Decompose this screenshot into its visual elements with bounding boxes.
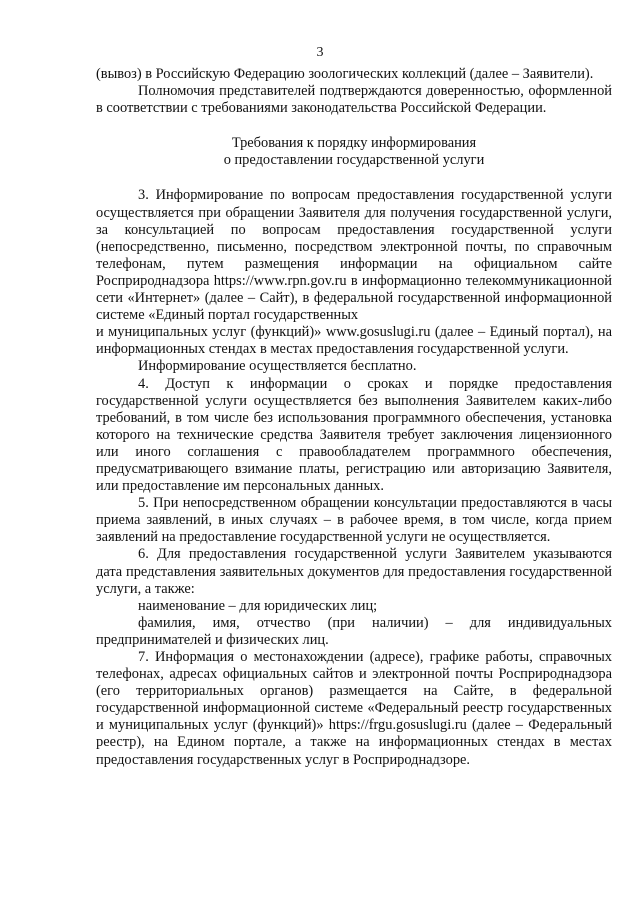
item-6-legal-entities: наименование – для юридических лиц; bbox=[138, 597, 378, 614]
item-6: 6. Для предоставления государственной услуги Заявителем указываются дата представления заявительных документов для предоставления государственной услуги, а также: bbox=[96, 546, 612, 597]
page-body bbox=[96, 66, 612, 769]
item-5: 5. При непосредственном обращении консультации предоставляются в часы приема заявлений, в иных случаях – в рабочее время, в том числе, когда прием заявлений на предоставление государственной услуги не осуществляется. bbox=[96, 495, 612, 546]
section-heading-line-2: о предоставлении государственной услуги bbox=[223, 152, 485, 169]
item-7: 7. Информация о местонахождении (адресе), графике работы, справочных телефонах, адресах официальных сайтов и электронной почты Росприроднадзора (его территориальных органов) размещается на Сайте, в федеральной государственной информационной системе «Федеральный реестр государственных и муниципальных услуг (функций)» https://frgu.gosuslugi.ru (далее – Федеральный реестр), на Едином портале, а также на информационных стендах в местах предоставления государственных услуг в Росприроднадзоре. bbox=[96, 649, 612, 768]
item-4: 4. Доступ к информации о сроках и порядке предоставления государственной услуги осуществляется без выполнения Заявителем каких-либо требований, в том числе без использования программного обеспечения, установка которого на технические средства Заявителя требует заключения лицензионного или иного соглашения с правообладателем программного обеспечения, предусматривающего взимание платы, регистрацию или авторизацию Заявителя, или предоставление им персональных данных. bbox=[96, 375, 612, 495]
page-number: 3 bbox=[316, 45, 324, 60]
item-3-continuation: и муниципальных услуг (функций)» www.gosuslugi.ru (далее – Единый портал), на информационных стендах в местах предоставления государственной услуги. bbox=[96, 324, 612, 358]
item-6-individuals: фамилия, имя, отчество (при наличии) – для индивидуальных предпринимателей и физических лиц. bbox=[96, 614, 612, 648]
paragraph-representatives: Полномочия представителей подтверждаются доверенностью, оформленной в соответствии с требованиями законодательства Российской Федерации. bbox=[96, 83, 612, 117]
item-3: 3. Информирование по вопросам предоставления государственной услуги осуществляется при обращении Заявителя для получения государственной услуги, за консультацией по вопросам предоставления государственной услуги (непосредственно, письменно, посредством электронной почты, по справочным телефонам, путем размещения информации на официальном сайте Росприроднадзора https://www.rpn.gov.ru в информационно телекоммуникационной сети «Интернет» (далее – Сайт), в федеральной государственной информационной системе «Единый портал государственных bbox=[96, 187, 612, 324]
section-heading-line-1: Требования к порядку информирования bbox=[231, 135, 477, 152]
paragraph-continuation: (вывоз) в Российскую Федерацию зоологических коллекций (далее – Заявители). bbox=[96, 66, 594, 82]
paragraph-free-informing: Информирование осуществляется бесплатно. bbox=[138, 358, 417, 375]
